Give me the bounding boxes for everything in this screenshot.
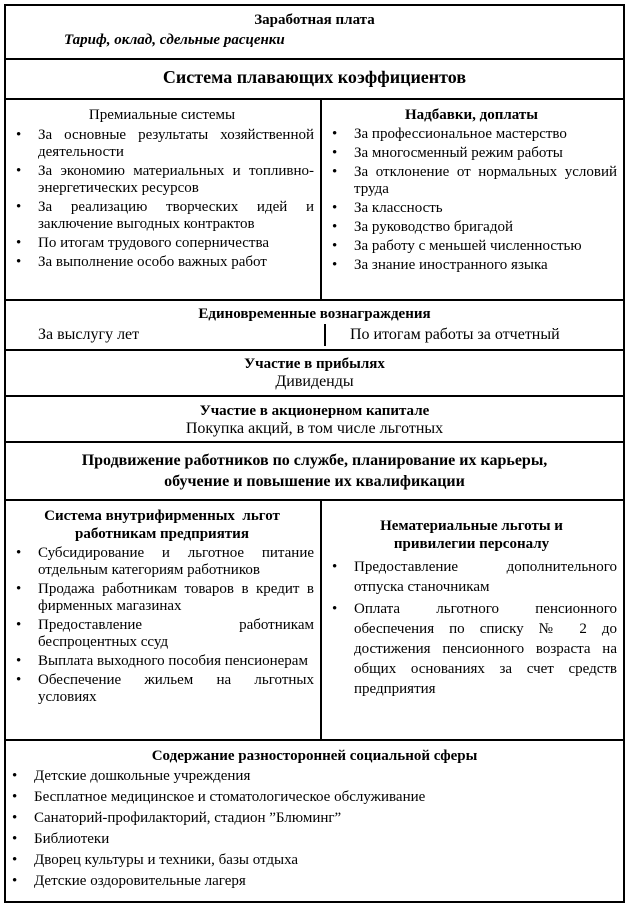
onetime-reward-period: По итогам работы за отчетный bbox=[324, 324, 560, 346]
benefits-section bbox=[4, 499, 625, 739]
list-item: • Бесплатное медицинское и стоматологическое обслуживание bbox=[6, 788, 617, 807]
onetime-reward-seniority: За выслугу лет bbox=[38, 326, 140, 343]
list-item: • За классность bbox=[326, 200, 617, 217]
internal-benefits-column bbox=[6, 501, 322, 739]
profit-sharing-section bbox=[4, 349, 625, 395]
list-item: • За основные результаты хозяйственной деятельности bbox=[10, 127, 314, 161]
internal-benefits-list bbox=[10, 545, 314, 706]
list-item: • За профессиональное мастерство bbox=[326, 126, 617, 143]
internal-benefits-title-line-2: работникам предприятия bbox=[75, 526, 249, 542]
salary-section bbox=[4, 4, 625, 58]
allowances-column bbox=[322, 100, 623, 299]
promotion-section bbox=[4, 441, 625, 499]
profit-sharing-subtitle: Дивиденды bbox=[275, 373, 354, 390]
salary-title: Заработная плата bbox=[254, 12, 375, 28]
social-sphere-section bbox=[4, 739, 625, 903]
nonmaterial-title-line-1: Нематериальные льготы и bbox=[380, 518, 563, 534]
promotion-line-1: Продвижение работников по службе, планирование их карьеры, bbox=[81, 452, 548, 469]
list-item: • Обеспечение жильем на льготных условиях bbox=[10, 672, 314, 706]
bonus-systems-title: Премиальные системы bbox=[88, 107, 236, 123]
list-item: • За выполнение особо важных работ bbox=[10, 254, 314, 271]
profit-sharing-title: Участие в прибылях bbox=[244, 356, 385, 372]
list-item: • По итогам трудового соперничества bbox=[10, 235, 314, 252]
list-item: • Выплата выходного пособия пенсионерам bbox=[10, 653, 314, 670]
nonmaterial-benefits-column bbox=[322, 501, 623, 739]
list-item: • За реализацию творческих идей и заключение выгодных контрактов bbox=[10, 199, 314, 233]
equity-subtitle: Покупка акций, в том числе льготных bbox=[185, 420, 444, 437]
nonmaterial-list bbox=[326, 557, 617, 699]
list-item: • Предоставление работникам беспроцентных ссуд bbox=[10, 617, 314, 651]
list-item: • Санаторий-профилакторий, стадион ”Блюминг” bbox=[6, 809, 617, 828]
salary-subtitle: Тариф, оклад, сдельные расценки bbox=[64, 32, 285, 48]
list-item: • Детские оздоровительные лагеря bbox=[6, 872, 617, 891]
list-item: • Детские дошкольные учреждения bbox=[6, 767, 617, 786]
nonmaterial-title-line-2: привилегии персоналу bbox=[393, 536, 550, 552]
bonus-allowance-section bbox=[4, 98, 625, 299]
list-item: • Субсидирование и льготное питание отдельным категориям работников bbox=[10, 545, 314, 579]
onetime-rewards-section bbox=[4, 299, 625, 349]
list-item: • Библиотеки bbox=[6, 830, 617, 849]
list-item: • Предоставление дополнительного отпуска станочникам bbox=[326, 557, 617, 597]
social-sphere-list bbox=[6, 767, 623, 891]
bonus-systems-column bbox=[6, 100, 322, 299]
equity-title: Участие в акционерном капитале bbox=[199, 403, 430, 419]
onetime-rewards-title: Единовременные вознаграждения bbox=[198, 306, 431, 322]
internal-benefits-title-line-1: Система внутрифирменных льгот bbox=[44, 508, 280, 524]
floating-coefficients-title: Система плавающих коэффициентов bbox=[162, 67, 467, 87]
allowances-title: Надбавки, доплаты bbox=[405, 107, 538, 123]
list-item: • Продажа работникам товаров в кредит в фирменных магазинах bbox=[10, 581, 314, 615]
list-item: • За руководство бригадой bbox=[326, 219, 617, 236]
list-item: • За работу с меньшей численностью bbox=[326, 238, 617, 255]
list-item: • Оплата льготного пенсионного обеспечения по списку № 2 до достижения пенсионного возраста на общих основаниях за счет средств предприятия bbox=[326, 599, 617, 699]
bonus-systems-list bbox=[10, 127, 314, 271]
social-sphere-title: Содержание разносторонней социальной сферы bbox=[151, 748, 478, 764]
list-item: • За экономию материальных и топливно-энергетических ресурсов bbox=[10, 163, 314, 197]
equity-section bbox=[4, 395, 625, 441]
list-item: • За многосменный режим работы bbox=[326, 145, 617, 162]
promotion-line-2: обучение и повышение их квалификации bbox=[164, 473, 465, 490]
list-item: • Дворец культуры и техники, базы отдыха bbox=[6, 851, 617, 870]
list-item: • За знание иностранного языка bbox=[326, 257, 617, 274]
floating-coefficients-section bbox=[4, 58, 625, 98]
allowances-list bbox=[326, 126, 617, 274]
list-item: • За отклонение от нормальных условий труда bbox=[326, 164, 617, 198]
compensation-structure-table bbox=[4, 4, 625, 903]
